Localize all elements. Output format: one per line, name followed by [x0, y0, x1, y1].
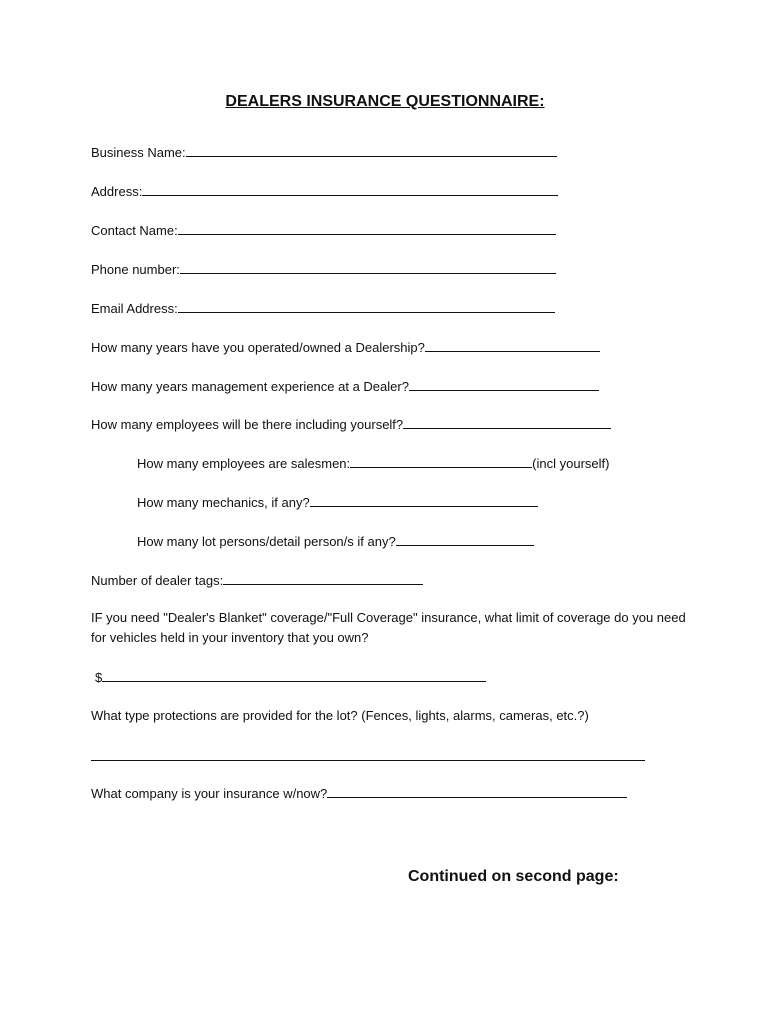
address-label: Address:: [91, 184, 143, 199]
page-title: DEALERS INSURANCE QUESTIONNAIRE:: [225, 93, 545, 110]
years-owned-label: How many years have you operated/owned a Dealership?: [91, 340, 425, 355]
lot-persons-input[interactable]: [396, 533, 534, 546]
coverage-limit-field: [95, 668, 486, 687]
continued-note: Continued on second page:: [408, 868, 619, 885]
years-management-field: [91, 377, 599, 396]
dealer-tags-field: [91, 571, 423, 590]
contact-name-input[interactable]: [178, 222, 556, 235]
employees-salesmen-suffix: (incl yourself): [532, 456, 610, 471]
current-insurer-field: [91, 784, 627, 803]
mechanics-label: How many mechanics, if any?: [137, 495, 310, 510]
coverage-limit-input[interactable]: [102, 669, 486, 682]
contact-name-label: Contact Name:: [91, 223, 178, 238]
coverage-question: IF you need "Dealer's Blanket" coverage/"Full Coverage" insurance, what limit of coverage do you need for vehicles held in your inventory that you own?: [91, 610, 686, 645]
business-name-field: [91, 143, 557, 162]
address-input[interactable]: [142, 183, 558, 196]
employees-total-field: [91, 415, 611, 434]
email-address-input[interactable]: [178, 300, 555, 313]
protections-question: [91, 706, 589, 725]
phone-number-label: Phone number:: [91, 262, 180, 277]
mechanics-input[interactable]: [310, 494, 538, 507]
employees-salesmen-label: How many employees are salesmen:: [137, 456, 351, 471]
years-owned-input[interactable]: [425, 339, 600, 352]
address-field: [91, 182, 558, 201]
email-address-field: [91, 299, 555, 318]
dollar-sign: $: [95, 670, 103, 685]
email-address-label: Email Address:: [91, 301, 178, 316]
years-management-input[interactable]: [409, 378, 599, 391]
years-management-label: How many years management experience at a Dealer?: [91, 379, 409, 394]
employees-total-label: How many employees will be there including yourself?: [91, 417, 404, 432]
current-insurer-label: What company is your insurance w/now?: [91, 786, 328, 801]
dealer-tags-input[interactable]: [223, 572, 423, 585]
phone-number-field: [91, 260, 556, 279]
protections-label: What type protections are provided for the lot? (Fences, lights, alarms, cameras, etc.?): [91, 708, 589, 723]
current-insurer-input[interactable]: [327, 785, 627, 798]
dealer-tags-label: Number of dealer tags:: [91, 573, 224, 588]
lot-persons-label: How many lot persons/detail person/s if any?: [137, 534, 396, 549]
contact-name-field: [91, 221, 556, 240]
business-name-label: Business Name:: [91, 145, 186, 160]
employees-salesmen-input[interactable]: [350, 455, 532, 468]
protections-input[interactable]: [91, 760, 645, 761]
lot-persons-field: [137, 532, 534, 551]
business-name-input[interactable]: [186, 144, 557, 157]
phone-number-input[interactable]: [180, 261, 556, 274]
employees-total-input[interactable]: [403, 416, 611, 429]
years-owned-field: [91, 338, 600, 357]
employees-salesmen-field: [137, 454, 609, 473]
mechanics-field: [137, 493, 538, 512]
